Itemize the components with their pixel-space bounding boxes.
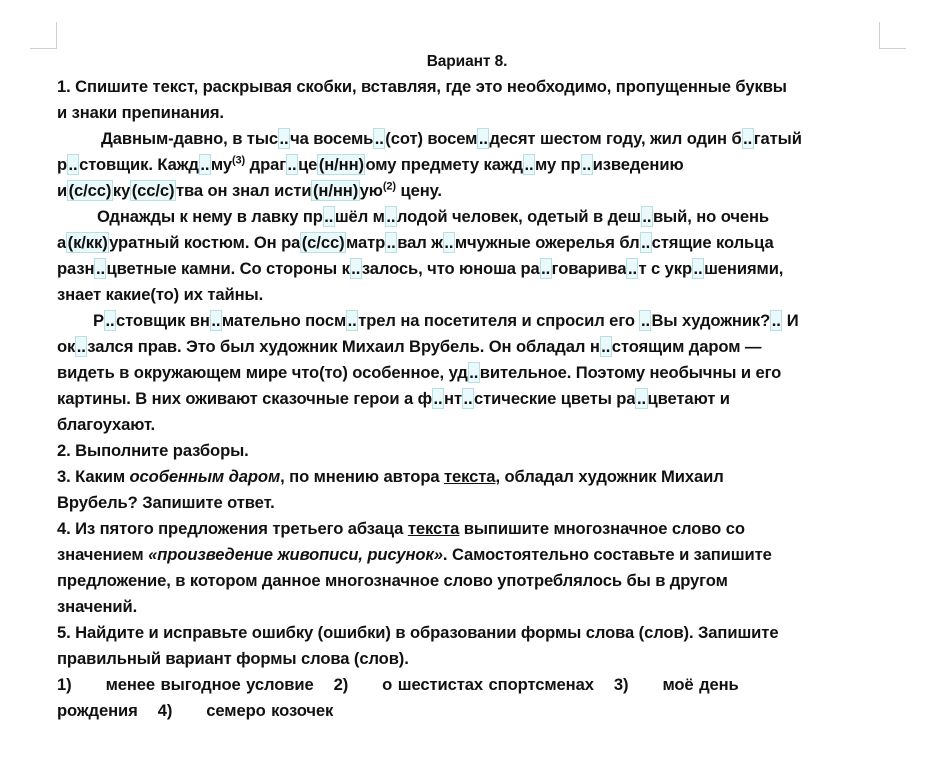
page-corner-mark-top-right bbox=[879, 22, 906, 49]
gap-box: (с/сс) bbox=[68, 181, 112, 200]
gap-box: (к/кк) bbox=[67, 233, 108, 252]
gap-box: .. bbox=[386, 207, 396, 226]
option-number: 3) bbox=[613, 675, 629, 694]
gap-box: .. bbox=[386, 233, 396, 252]
gap-box: .. bbox=[771, 311, 781, 330]
footnote-marker: (3) bbox=[231, 154, 246, 167]
gap-box: .. bbox=[95, 259, 105, 278]
gap-box: .. bbox=[541, 259, 551, 278]
page-corner-mark-top-left bbox=[30, 22, 57, 49]
gap-box: .. bbox=[601, 337, 611, 356]
gap-box: .. bbox=[76, 337, 86, 356]
gap-box: .. bbox=[287, 155, 297, 174]
footnote-marker: (2) bbox=[382, 180, 396, 193]
text-paragraph-2: Однажды к нему в лавку пр..шёл м..лодой человек, одетый в деш..вый, но очень а(к/кк)уратный костюм. Он ра(с/сс)матр..вал ж..мчужные ожерелья бл..стящие кольца разн..цветные камни. Со стороны к..залось, что юноша ра..говарива..т с укр..шениями, знает какие(то) их тайны. bbox=[57, 207, 784, 304]
gap-box: (с/сс) bbox=[301, 233, 345, 252]
option-text-continued: рождения bbox=[57, 701, 138, 720]
gap-box: .. bbox=[642, 207, 652, 226]
gap-box: .. bbox=[279, 129, 289, 148]
task-5-options bbox=[57, 672, 877, 724]
gap-box: .. bbox=[478, 129, 488, 148]
gap-box: .. bbox=[105, 311, 115, 330]
text-paragraph-3: Р..стовщик вн..мательно посм..трел на посетителя и спросил его ..Вы художник?.. И ок..зался прав. Это был художник Михаил Врубель. Он обладал н..стоящим даром — видеть в окружающем мире что(то) особенное, уд..вительное. Поэтому необычны и его картины. В них оживают сказочные герои а ф..нт..стические цветы ра..цветают и благоухают. bbox=[57, 311, 799, 434]
gap-box: .. bbox=[444, 233, 454, 252]
gap-box: .. bbox=[524, 155, 534, 174]
gap-box: (н/нн) bbox=[318, 155, 364, 174]
text-paragraph-1: Давным-давно, в тыс..ча восемь..(сот) восем..десят шестом году, жил один б..гатый р..стовщик. $Кажд..му^{(3)}$ драг..це(н/нн)ому предмету кажд..му пр..изведению и(с/сс)ку(сс/с)тва он знал $исти(н/нн)ую^{(2)}$ цену. bbox=[57, 129, 802, 200]
gap-box: .. bbox=[469, 363, 479, 382]
gap-box: .. bbox=[693, 259, 703, 278]
gap-box: .. bbox=[324, 207, 334, 226]
task-5: 5. Найдите и исправьте ошибку (ошибки) в образовании формы слова (слов). Запишите правильный вариант формы слова (слов). bbox=[57, 623, 779, 668]
document-page bbox=[57, 52, 877, 724]
gap-box: .. bbox=[582, 155, 592, 174]
task-1-heading: 1. Спишите текст, раскрывая скобки, вставляя, где это необходимо, пропущенные буквы и знаки препинания. bbox=[57, 77, 787, 122]
gap-box: .. bbox=[374, 129, 384, 148]
task-4: 4. Из пятого предложения третьего абзаца текста выпишите многозначное слово со значением «произведение живописи, рисунок». Самостоятельно составьте и запишите предложение, в котором данное многозначное слово употреблялось бы в другом значений. bbox=[57, 519, 772, 616]
gap-box: .. bbox=[641, 233, 651, 252]
task-3: 3. Каким особенным даром, по мнению автора текста, обладал художник Михаил Врубель? Запишите ответ. bbox=[57, 467, 724, 512]
gap-box: (н/нн) bbox=[312, 181, 359, 200]
option-number: 1) bbox=[57, 675, 72, 694]
gap-box: .. bbox=[211, 311, 221, 330]
option-text: семеро козочек bbox=[206, 701, 334, 720]
option-number: 4) bbox=[157, 701, 173, 720]
gap-box: (сс/с) bbox=[131, 181, 175, 200]
option-text: о шестистах спортсменах bbox=[382, 675, 594, 694]
gap-box: .. bbox=[463, 389, 473, 408]
gap-box: .. bbox=[351, 259, 361, 278]
gap-box: .. bbox=[636, 389, 647, 408]
option-text: менее выгодное условие bbox=[105, 675, 314, 694]
option-number: 2) bbox=[333, 675, 349, 694]
gap-box: .. bbox=[347, 311, 357, 330]
gap-box: .. bbox=[627, 259, 637, 278]
task-2: 2. Выполните разборы. bbox=[57, 441, 249, 460]
gap-box: .. bbox=[68, 155, 78, 174]
gap-box: .. bbox=[743, 129, 753, 148]
gap-box: .. bbox=[200, 155, 210, 174]
gap-box: .. bbox=[640, 311, 650, 330]
option-text: моё день bbox=[662, 675, 739, 694]
document-title: Вариант 8. bbox=[426, 53, 508, 70]
gap-box: .. bbox=[433, 389, 443, 408]
